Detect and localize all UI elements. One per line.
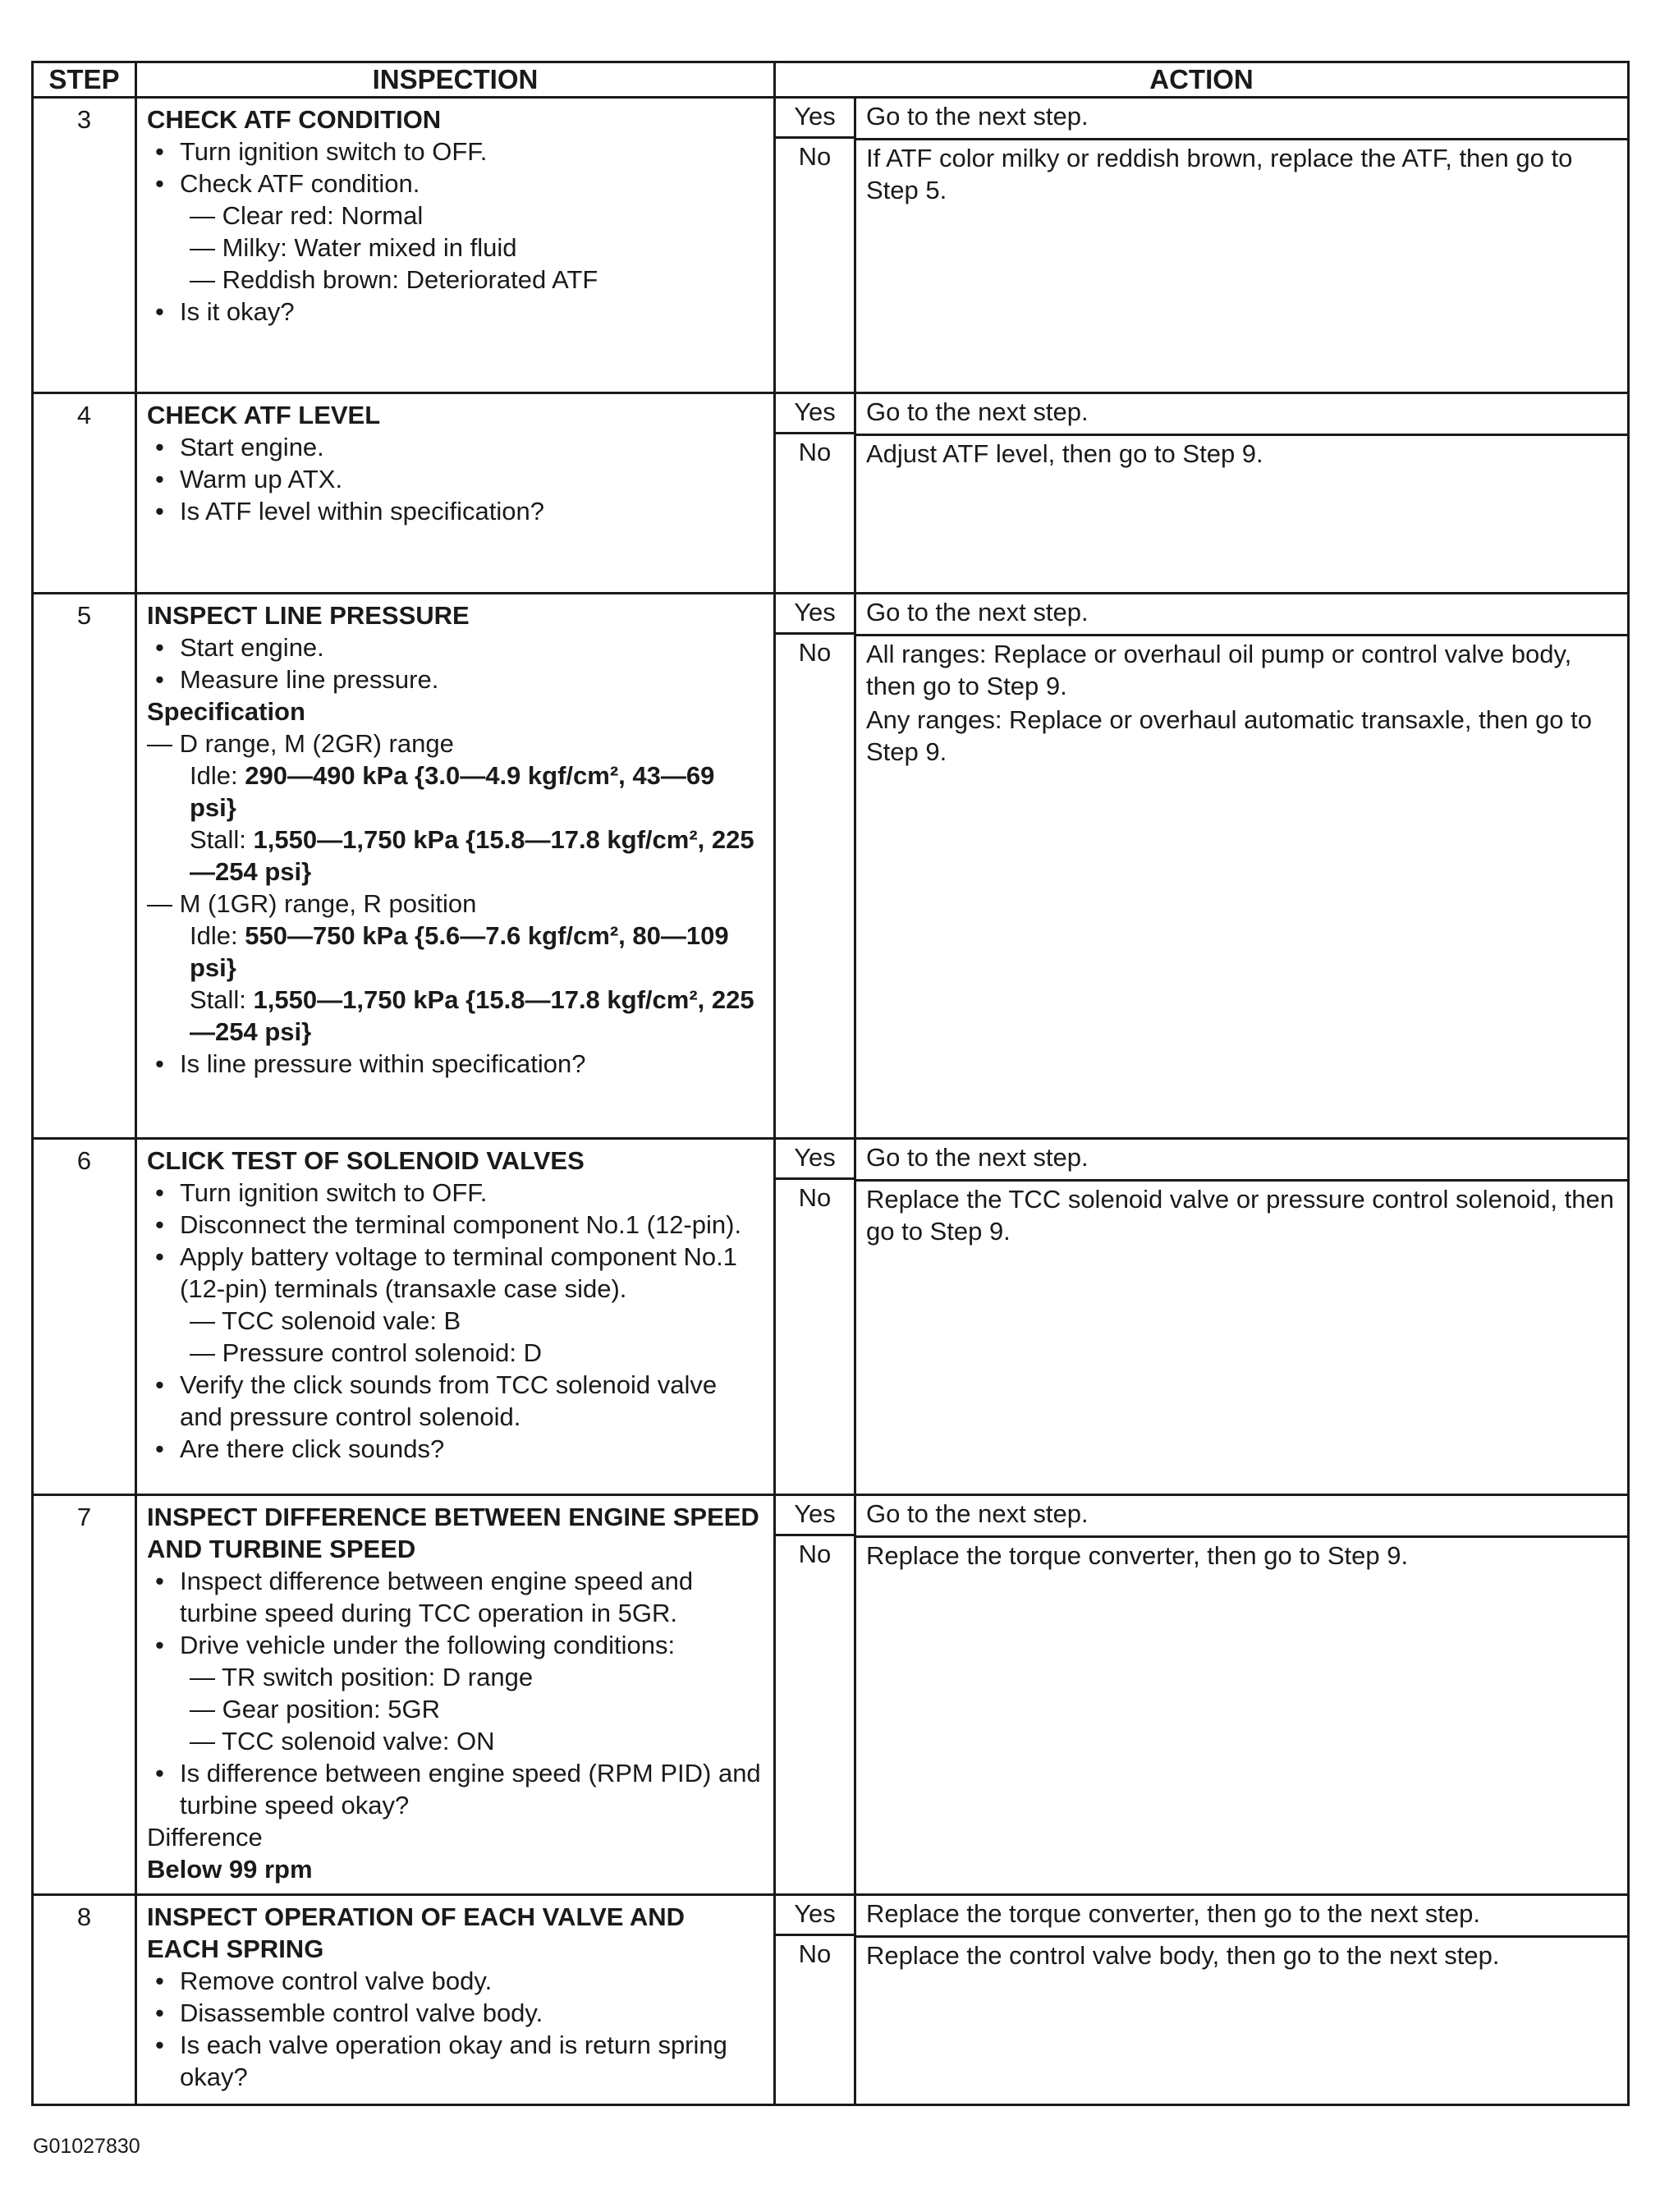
- bullet-item: • Is each valve operation okay and is return spring okay?: [147, 2029, 764, 2093]
- sub-item: — Milky: Water mixed in fluid: [190, 233, 517, 262]
- spec-label: Idle:: [190, 761, 245, 790]
- bullet-item: • Drive vehicle under the following conditions:: [147, 1629, 764, 1661]
- bullet-item: • Turn ignition switch to OFF.: [147, 135, 764, 168]
- bullet-item: • Start engine.: [147, 631, 764, 663]
- table-row: [33, 1895, 1629, 2105]
- no-label: No: [798, 142, 832, 171]
- spec-label: Idle:: [190, 921, 245, 950]
- action-cell: [855, 594, 1629, 1139]
- bullet-item: • Warm up ATX.: [147, 463, 764, 495]
- inspection-title: CHECK ATF CONDITION: [147, 105, 442, 134]
- step-number: 5: [33, 594, 136, 1139]
- spec-label: Stall:: [190, 825, 254, 854]
- yes-label: Yes: [776, 1496, 854, 1536]
- spec-label: Stall:: [190, 985, 254, 1014]
- inspection-title: CLICK TEST OF SOLENOID VALVES: [147, 1146, 585, 1175]
- yes-label: Yes: [776, 99, 854, 139]
- yes-no-cell: [775, 98, 855, 393]
- yes-no-cell: [775, 594, 855, 1139]
- inspection-cell: [136, 1495, 775, 1895]
- table-row: [33, 1139, 1629, 1495]
- spec-value: [147, 760, 764, 824]
- bullet-item: • Start engine.: [147, 431, 764, 463]
- inspection-cell: [136, 393, 775, 594]
- yes-label: Yes: [776, 594, 854, 635]
- inspection-text: — M (1GR) range, R position: [147, 889, 477, 918]
- spec-number: 550—750 kPa {5.6—7.6 kgf/cm², 80—109 psi}: [190, 921, 729, 982]
- spec-number: 290—490 kPa {3.0—4.9 kgf/cm², 43—69 psi}: [190, 761, 715, 822]
- bullet-item: • Verify the click sounds from TCC solenoid valve and pressure control solenoid.: [147, 1369, 764, 1433]
- sub-item: — Clear red: Normal: [190, 201, 424, 230]
- bullet-item: • Is ATF level within specification?: [147, 495, 764, 527]
- yes-action: Go to the next step.: [856, 594, 1627, 636]
- yes-action: Go to the next step.: [856, 1496, 1627, 1538]
- action-cell: [855, 98, 1629, 393]
- step-number: 8: [33, 1895, 136, 2105]
- bullet-item: • Check ATF condition.: [147, 168, 764, 200]
- bullet-item: • Inspect difference between engine speed and turbine speed during TCC operation in 5GR.: [147, 1565, 764, 1629]
- action-cell: [855, 1495, 1629, 1895]
- sub-item: — Gear position: 5GR: [190, 1695, 440, 1723]
- no-label: No: [798, 638, 832, 667]
- no-action: Replace the TCC solenoid valve or pressure control solenoid, then go to Step 9.: [866, 1185, 1614, 1246]
- step-number: 3: [33, 98, 136, 393]
- diagnostic-table-sheet: [31, 61, 1627, 2106]
- bullet-item: • Disassemble control valve body.: [147, 1997, 764, 2029]
- table-row: [33, 393, 1629, 594]
- inspection-title: INSPECT LINE PRESSURE: [147, 601, 470, 630]
- no-action: Replace the control valve body, then go to the next step.: [866, 1941, 1500, 1970]
- sub-item: — TCC solenoid valve: ON: [190, 1727, 495, 1755]
- spec-number: 1,550—1,750 kPa {15.8—17.8 kgf/cm², 225—254 psi}: [190, 985, 754, 1046]
- yes-label: Yes: [776, 1896, 854, 1936]
- yes-no-cell: [775, 393, 855, 594]
- inspection-title: INSPECT DIFFERENCE BETWEEN ENGINE SPEED AND TURBINE SPEED: [147, 1503, 759, 1563]
- step-number: 6: [33, 1139, 136, 1495]
- bullet-item: • Is difference between engine speed (RPM PID) and turbine speed okay?: [147, 1757, 764, 1821]
- inspection-title: INSPECT OPERATION OF EACH VALVE AND EACH SPRING: [147, 1902, 686, 1963]
- bullet-item: • Is line pressure within specification?: [147, 1048, 764, 1080]
- sub-item: — TR switch position: D range: [190, 1663, 534, 1691]
- table-row: [33, 1495, 1629, 1895]
- no-action-extra: Any ranges: Replace or overhaul automatic transaxle, then go to Step 9.: [866, 705, 1593, 766]
- yes-no-cell: [775, 1495, 855, 1895]
- no-action: Adjust ATF level, then go to Step 9.: [866, 439, 1263, 468]
- yes-no-cell: [775, 1139, 855, 1495]
- yes-action: Go to the next step.: [856, 1140, 1627, 1182]
- bullet-item: • Are there click sounds?: [147, 1433, 764, 1465]
- inspection-text: — D range, M (2GR) range: [147, 729, 454, 758]
- step-number: 7: [33, 1495, 136, 1895]
- action-cell: [855, 1895, 1629, 2105]
- figure-code: G01027830: [33, 2135, 140, 2158]
- inspection-title: CHECK ATF LEVEL: [147, 401, 381, 429]
- inspection-cell: [136, 98, 775, 393]
- header-inspection: INSPECTION: [136, 62, 775, 98]
- inspection-cell: [136, 594, 775, 1139]
- spec-number: 1,550—1,750 kPa {15.8—17.8 kgf/cm², 225—254 psi}: [190, 825, 754, 886]
- step-number: 4: [33, 393, 136, 594]
- yes-action: Replace the torque converter, then go to the next step.: [856, 1896, 1627, 1938]
- sub-item: — Reddish brown: Deteriorated ATF: [190, 265, 598, 294]
- bullet-item: • Turn ignition switch to OFF.: [147, 1177, 764, 1209]
- header-action: ACTION: [775, 62, 1629, 98]
- no-action: If ATF color milky or reddish brown, replace the ATF, then go to Step 5.: [866, 144, 1573, 204]
- bullet-item: • Remove control valve body.: [147, 1965, 764, 1997]
- no-action: All ranges: Replace or overhaul oil pump or control valve body, then go to Step 9.: [866, 640, 1572, 700]
- spec-value: [147, 984, 764, 1048]
- spec-value: [147, 824, 764, 888]
- table-header-row: [33, 62, 1629, 98]
- no-label: No: [798, 1540, 832, 1568]
- diagnostic-table: [31, 61, 1630, 2106]
- bullet-item: • Is it okay?: [147, 296, 764, 328]
- table-body: [33, 98, 1629, 2105]
- no-label: No: [798, 1939, 832, 1968]
- inspection-text: Specification: [147, 697, 305, 726]
- inspection-cell: [136, 1139, 775, 1495]
- yes-action: Go to the next step.: [856, 394, 1627, 436]
- bullet-item: • Apply battery voltage to terminal component No.1 (12-pin) terminals (transaxle case side).: [147, 1241, 764, 1305]
- action-cell: [855, 1139, 1629, 1495]
- yes-label: Yes: [776, 394, 854, 434]
- inspection-text: Below 99 rpm: [147, 1855, 313, 1884]
- yes-action: Go to the next step.: [856, 99, 1627, 140]
- yes-label: Yes: [776, 1140, 854, 1180]
- yes-no-cell: [775, 1895, 855, 2105]
- sub-item: — TCC solenoid vale: B: [190, 1306, 461, 1335]
- header-step: STEP: [33, 62, 136, 98]
- no-action: Replace the torque converter, then go to Step 9.: [866, 1541, 1409, 1570]
- bullet-item: • Disconnect the terminal component No.1 (12-pin).: [147, 1209, 764, 1241]
- table-row: [33, 98, 1629, 393]
- inspection-cell: [136, 1895, 775, 2105]
- action-cell: [855, 393, 1629, 594]
- table-row: [33, 594, 1629, 1139]
- sub-item: — Pressure control solenoid: D: [190, 1338, 543, 1367]
- bullet-item: • Measure line pressure.: [147, 663, 764, 695]
- spec-value: [147, 920, 764, 984]
- no-label: No: [798, 1183, 832, 1212]
- inspection-text: Difference: [147, 1823, 263, 1852]
- no-label: No: [798, 438, 832, 466]
